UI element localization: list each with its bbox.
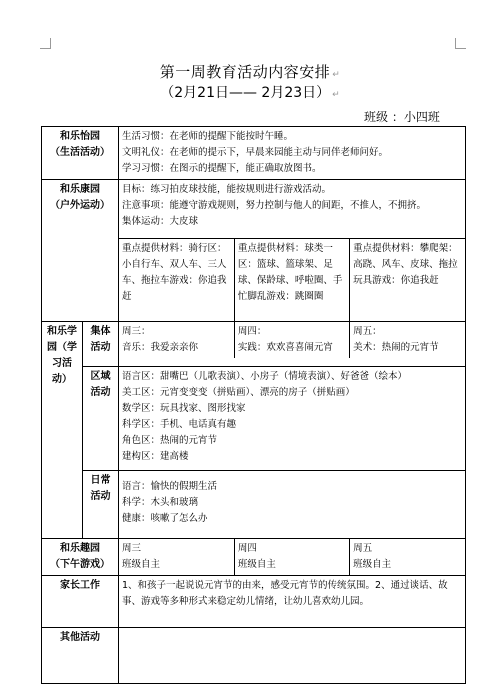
- day-text: 周四：: [237, 325, 267, 337]
- text-line: 美工区：元宵变变变（拼贴画）、漂亮的房子（拼贴画）: [122, 386, 355, 398]
- day-text: 周四: [237, 542, 257, 554]
- text-line: 数学区：玩具找家、图形找家: [122, 402, 246, 414]
- life-content: [119, 127, 466, 180]
- date-range: （2月21日—— 2月23日） ↵: [160, 85, 340, 101]
- activity-text: 实践：欢欢喜喜闹元宵: [237, 341, 333, 353]
- section-label-games: [42, 538, 119, 575]
- outdoor-goals: [119, 180, 465, 239]
- paragraph-mark-icon: ↵: [332, 70, 341, 80]
- day-text: 周五：: [353, 325, 382, 337]
- paragraph-mark-icon: ↵: [332, 90, 340, 100]
- row-parent-work: [42, 575, 466, 627]
- text-line: 建构区：建高楼: [122, 450, 189, 462]
- daily-activity-content: [119, 470, 466, 538]
- label-line: （户外运动）: [50, 200, 110, 211]
- text-line: 学习习惯：在图示的提醒下，能正确取放图书。: [122, 163, 322, 174]
- label-line: （下午游戏）: [50, 558, 110, 570]
- text-line: 文明礼仪：在老师的提示下，早晨来园能主动与同伴老师问好。: [122, 147, 389, 158]
- row-afternoon-games: [42, 538, 466, 575]
- activity-text: 班级自主: [122, 558, 161, 570]
- row-daily-activity: [42, 470, 466, 538]
- margin-mark-top-right: [455, 38, 466, 49]
- group-day-3: [350, 322, 465, 358]
- text-line: 语言区：甜嘴巴（儿歌表演）、小房子（情境表演）、好爸爸（绘本）: [122, 370, 408, 382]
- group-day-1: [119, 322, 234, 358]
- label-line: 和乐趣园: [60, 542, 100, 554]
- section-label-life: [42, 127, 119, 180]
- section-label-other: 其他活动: [42, 627, 119, 683]
- text-line: 集体运动：大皮球: [122, 216, 199, 227]
- text-line: 注意事项：能遵守游戏规则，努力控制与他人的间距，不推人，不拥挤。: [122, 200, 427, 211]
- section-label-learning: 和乐学园（学习活动）: [42, 321, 83, 538]
- day-text: 周三：: [122, 325, 151, 337]
- outdoor-content: [119, 180, 466, 322]
- row-area-activity: [42, 366, 466, 470]
- row-group-activity: [42, 321, 466, 366]
- parent-work-content: 1、和孩子一起说说元宵节的由来，感受元宵节的传统氛围。2、通过谈话、故事、游戏等多种形式来稳定幼儿情绪，让幼儿喜欢幼儿园。: [119, 575, 466, 627]
- sublabel-daily: 日常活动: [83, 470, 119, 538]
- activity-text: 美术：热闹的元宵节: [353, 341, 439, 353]
- day-text: 周三: [122, 542, 142, 554]
- activity-text: 班级自主: [237, 558, 276, 570]
- group-day-2: [234, 322, 349, 358]
- sublabel-group: 集体活动: [83, 321, 119, 366]
- outdoor-box-3: 重点提供材料：攀爬架：高跷、风车、皮球、拖拉玩具游戏：你追我赶: [353, 243, 458, 286]
- section-label-outdoor: [42, 180, 119, 322]
- text-line: 角色区：热闹的元宵节: [122, 434, 218, 446]
- row-other-activities: [42, 627, 466, 683]
- label-line: （生活活动）: [50, 147, 110, 158]
- activity-text: 音乐：我爱亲亲你: [122, 341, 199, 353]
- day-text: 周五: [353, 542, 373, 554]
- row-outdoor: [42, 180, 466, 322]
- margin-mark-top-left: [40, 38, 51, 49]
- outdoor-box-1: 重点提供材料：骑行区：小自行车、双人车、三人车、拖拉车游戏：你追我赶: [119, 239, 234, 321]
- text-line: 科学：木头和玻璃: [122, 496, 199, 508]
- other-activities-content: [119, 627, 466, 683]
- section-label-parents: 家长工作: [42, 575, 119, 627]
- text-line: 生活习惯：在老师的提醒下能按时午睡。: [122, 131, 294, 142]
- row-daily-life: [42, 127, 466, 180]
- group-activity-content: [119, 321, 466, 366]
- sublabel-area: 区域活动: [83, 366, 119, 470]
- activity-text: 班级自主: [353, 558, 392, 570]
- class-label: 班级 ：小四班: [364, 110, 440, 124]
- outdoor-box-2: 重点提供材料：球类一区：篮球、篮球架、足球、保龄球、呼啦圈、手忙脚乱游戏：跳圈圈: [234, 239, 349, 321]
- label-line: 和乐康园: [60, 184, 100, 195]
- document-title: 第一周教育活动内容安排 ↵: [159, 63, 341, 81]
- text-line: 健康：咳嗽了怎么办: [122, 512, 208, 524]
- label-line: 和乐怡园: [60, 131, 100, 142]
- text-line: 科学区：手机、电话真有趣: [122, 418, 237, 430]
- text-line: 语言：愉快的假期生活: [122, 480, 218, 492]
- area-activity-content: [119, 366, 466, 470]
- games-content: [119, 538, 466, 575]
- games-day-3: [350, 539, 465, 575]
- games-day-1: [119, 539, 234, 575]
- games-day-2: [234, 539, 349, 575]
- text-line: 目标：练习拍皮球技能，能按规则进行游戏活动。: [122, 184, 332, 195]
- schedule-table: [41, 126, 466, 684]
